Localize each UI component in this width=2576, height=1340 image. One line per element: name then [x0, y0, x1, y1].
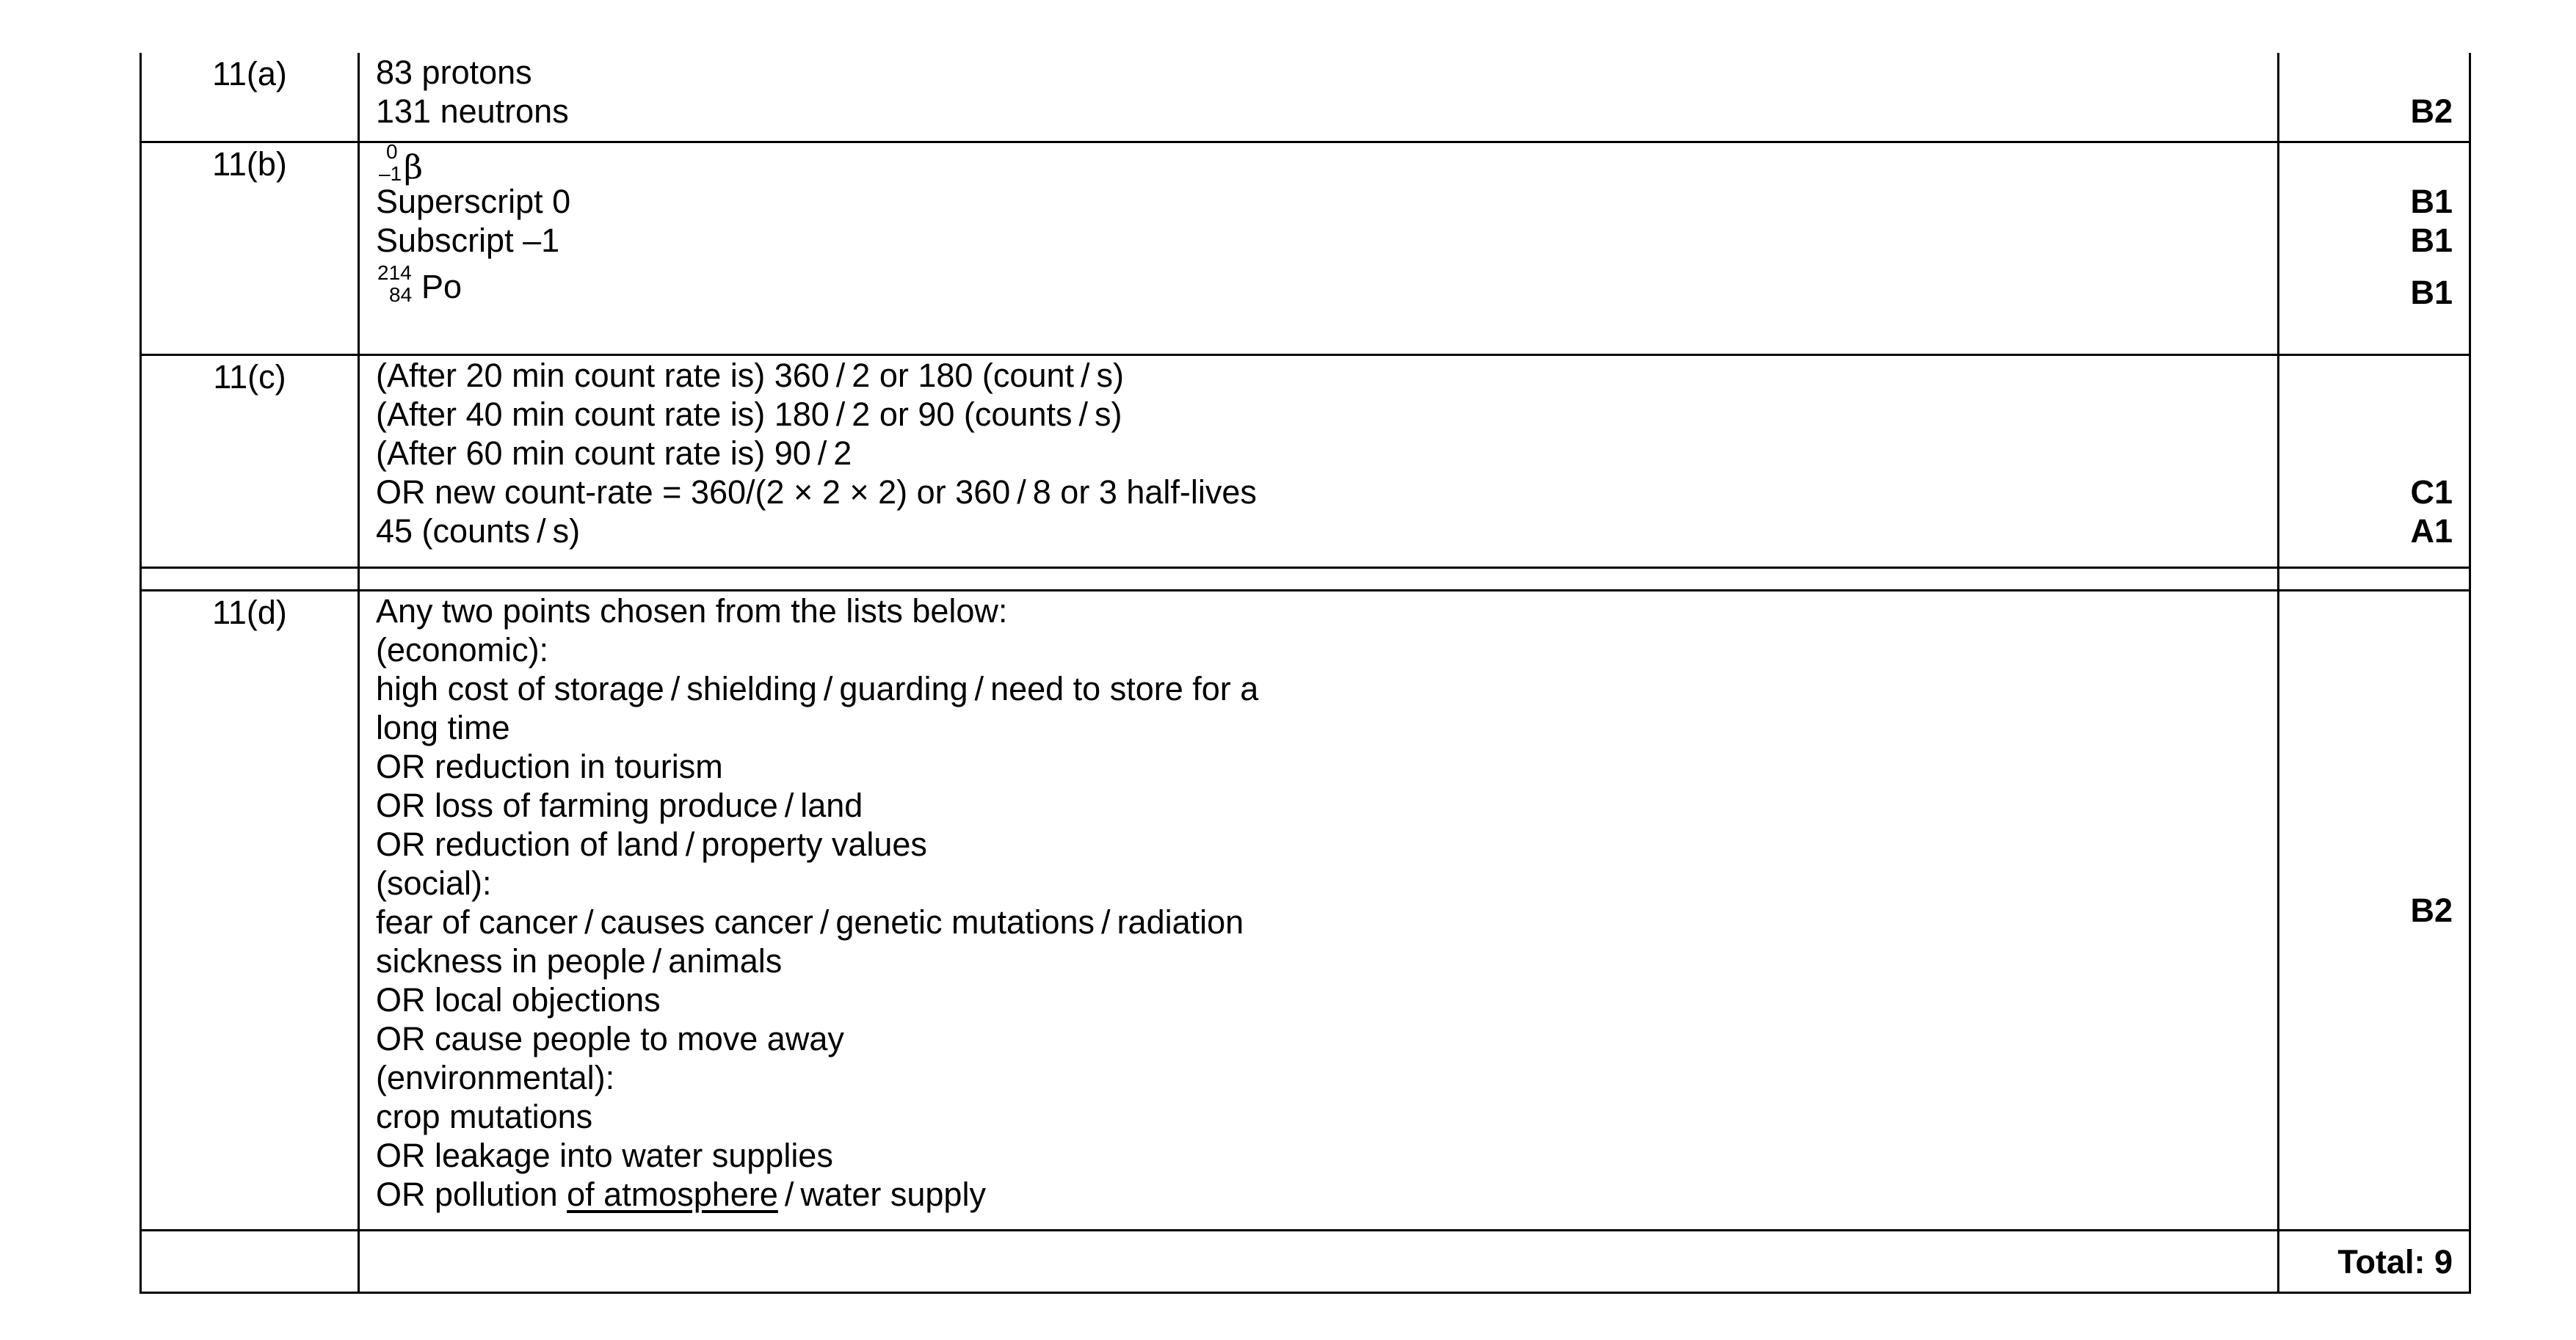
- answer-line: high cost of storage / shielding / guarding / need to store for a: [376, 670, 1259, 707]
- table-row: [141, 142, 2470, 355]
- mark: B2: [2410, 892, 2453, 929]
- underlined-text: of atmosphere: [567, 1176, 778, 1213]
- mark: B2: [2410, 92, 2453, 130]
- mark: B1: [2410, 183, 2453, 220]
- answer-line: (environmental):: [376, 1059, 615, 1096]
- table-row-total: [141, 1231, 2470, 1293]
- beta-particle-notation: [376, 140, 2277, 186]
- answer-line: OR leakage into water supplies: [376, 1137, 833, 1174]
- beta-superscript: 0: [386, 140, 398, 163]
- answer-line: OR reduction of land / property values: [376, 826, 927, 863]
- total-marks: Total: 9: [2279, 1231, 2470, 1293]
- answer-line: sickness in people / animals: [376, 942, 783, 980]
- answer-line: (economic):: [376, 631, 549, 669]
- mark: C1: [2410, 473, 2453, 511]
- mark: B1: [2410, 222, 2453, 259]
- marks-cell: [2279, 53, 2470, 142]
- answer-line: OR loss of farming produce / land: [376, 787, 863, 824]
- answer-cell: [359, 591, 2279, 1231]
- polonium-mass-number: 214: [377, 261, 412, 284]
- answer-cell: [359, 355, 2279, 568]
- answer-cell: [359, 53, 2279, 142]
- marks-cell: [2279, 591, 2470, 1231]
- answer-line: OR new count-rate = 360/(2 × 2 × 2) or 360 / 8 or 3 half-lives: [376, 473, 1257, 511]
- mark-scheme-table: [139, 53, 2471, 1294]
- answer-line: OR local objections: [376, 981, 661, 1019]
- answer-line: 45 (counts / s): [376, 512, 581, 550]
- table-row: [141, 355, 2470, 568]
- answer-line: Subscript –1: [376, 222, 560, 259]
- beta-symbol: β: [404, 148, 424, 186]
- answer-line-suffix: / water supply: [777, 1176, 986, 1213]
- answer-line-last: [376, 1175, 2277, 1214]
- polonium-symbol: Po: [421, 268, 462, 305]
- marks-cell: [2279, 142, 2470, 355]
- question-number: 11(b): [141, 142, 359, 355]
- answer-line: (social):: [376, 864, 492, 902]
- question-number: 11(a): [141, 53, 359, 142]
- mark: A1: [2410, 512, 2453, 550]
- answer-line: (After 40 min count rate is) 180 / 2 or 90 (counts / s): [376, 396, 1122, 433]
- answer-line: (After 20 min count rate is) 360 / 2 or 180 (count / s): [376, 357, 1125, 394]
- question-number: 11(d): [141, 591, 359, 1231]
- mark: B1: [2410, 274, 2453, 311]
- answer-line: long time: [376, 709, 510, 746]
- answer-line: OR cause people to move away: [376, 1020, 844, 1057]
- beta-subscript: –1: [379, 162, 402, 185]
- answer-line: crop mutations: [376, 1098, 593, 1135]
- table-divider-row: [141, 568, 2470, 591]
- answer-line: OR reduction in tourism: [376, 748, 723, 785]
- answer-cell: [359, 142, 2279, 355]
- answer-line: Any two points chosen from the lists below:: [376, 592, 1008, 630]
- answer-line: Superscript 0: [376, 183, 571, 220]
- table-row: [141, 53, 2470, 142]
- answer-line: 83 protons: [376, 54, 532, 91]
- answer-line-prefix: OR pollution: [376, 1176, 567, 1213]
- question-number: 11(c): [141, 355, 359, 568]
- table-row: [141, 591, 2470, 1231]
- polonium-notation: [376, 260, 2277, 311]
- answer-line: (After 60 min count rate is) 90 / 2: [376, 434, 852, 472]
- marks-cell: [2279, 355, 2470, 568]
- answer-line: fear of cancer / causes cancer / genetic mutations / radiation: [376, 903, 1244, 941]
- polonium-atomic-number: 84: [389, 283, 413, 306]
- answer-line: 131 neutrons: [376, 92, 569, 130]
